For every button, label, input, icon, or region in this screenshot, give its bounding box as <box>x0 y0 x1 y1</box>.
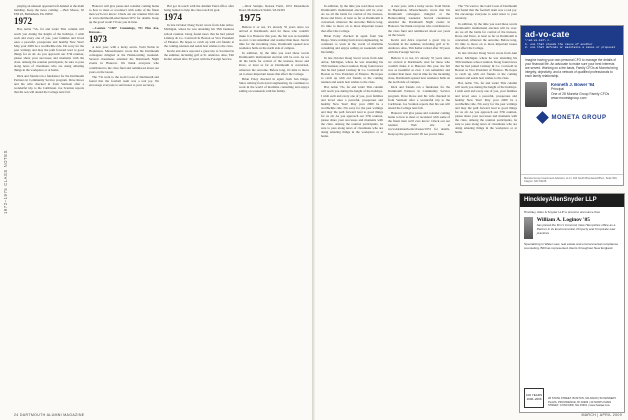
col5-body: In addition, by the time you read these words Dartmouth's institutional election will be over. As we all the battle for control of the trustees, Rowe and Dave, at least as far as Dartmouth is concerned, whatever the outcome. Before long, it's time to move on to more important issues that affect the College. <box>321 4 383 33</box>
advocate-ad[interactable] <box>520 25 624 186</box>
person-website-link[interactable]: www.monetagroup.com <box>551 95 587 100</box>
advocate-pronunciation: \'ad-və-kət\ n. <box>525 39 552 42</box>
hinckley-ad[interactable] <box>519 193 625 413</box>
year-heading-1974: 1974 <box>164 12 182 23</box>
col5-body2: Brian Foley checked in again from San Diego. Since retiring from naval engineering, he continues to work in the world of maritime consulting and enjoys sailing on weekends with his family. <box>321 33 383 55</box>
advocate-brand: ad-vo-cate <box>525 29 570 39</box>
col2-body: Hanover will give pause and consider coming home to how to meet or reconnect with some of the finest men we'll ever know.' Check out our reunion Web site at www.dartmouth.edu/classes/1972 for details. Keep up the good work! I'll see you in June. <box>89 4 159 25</box>
col4-body: Believe it or not, it's already 35 years since we arrived at Dartmouth. And for those who couldn't make it to Hanover this year, the fall was as beautiful as ever. I can remember and warmer than most. Just in time for the incoming class, Dartmouth opened new residence halls on the north side of campus. <box>239 25 309 50</box>
col4-body3: Brian Foley checked in again from San Diego. Since retiring from naval engineering, he continues to work in the world of maritime consulting and enjoys sailing on weekends with his family. <box>239 76 309 94</box>
hinckley-addresses: 28 STATE STREET, BOSTON, MA 02109 | 50 KENNEDY PLAZA, PROVIDENCE, RI 02903 | 43 NORTH MAIN STREET, CONCORD, NH 03301 | www.haslaw.com <box>548 397 617 408</box>
col2-signature: —Lauren "Cliff" Cummings, 751 Elm Ave, Kiewan... <box>89 25 159 34</box>
column-4 <box>239 4 309 404</box>
year-heading-1972: 1972 <box>14 16 32 27</box>
person-photo <box>525 82 547 107</box>
hinckley-ad-body <box>520 207 624 253</box>
hinckley-brand: HinckleyAllenSnyder LLP <box>520 194 624 207</box>
advocate-pitch: Imagine having your own personal CFO to manage the details of your financial life. An advocate to make sure your best interests are served. Working on a fee basis, Family CFOs at Moneta bring integrity, objectivity, and a network of qualified professionals to each family relationship. <box>525 58 618 79</box>
column-1 <box>14 4 84 404</box>
col3-body: In late October Doug Swart wrote from Ann Arbor, Michigan, where he was attending his 35th business school reunion. Doug found news that he had joined Lindsay & Co. Cornwall in Boston as Vice President of Finance. He hopes to catch up with old friends at the coming reunion and sends best wishes to the class. <box>164 23 234 48</box>
year-heading-1973: 1973 <box>89 34 107 45</box>
moneta-logo-text: MONETA GROUP <box>551 114 607 121</box>
column-3 <box>164 4 234 404</box>
side-section-label: 1972–1975 CLASS NOTES <box>3 150 8 215</box>
column-6 <box>388 4 450 404</box>
col3-top-text: Hal got in touch with the Alumni Fund office after being named to help the class reach its goal. <box>164 4 234 13</box>
col3-body2: Kevin and Alice reported a great trip to Scotland in the summer, including golf at St. Andrews. Also, Tim Keller retired after 30 years with the Foreign Service. <box>164 49 234 62</box>
col2-body3: The '73s went to the Gold Coast of Dartmouth and found that the football team was a real joy. We encourage everyone to send notes to your secretary. <box>89 74 159 88</box>
hinckley-intro: Hinckley, Allen & Snyder LLP is proud to announce that <box>524 210 600 214</box>
person-announcement: has joined the firm's Concord, New Hampshire office as a Partner in its Environmental, Property and Corporate Law practices. <box>536 223 616 235</box>
col5-body4: Hal, noble '72s, far and wide! This column will reach you during the height of the holidays. I wish each and every one of you, your families and loved ones a peaceful, prosperous and healthy New Year! May your 2009 be a worthwhile ride. I'm sorry for the past writings and may the path forward lead to good things for us all. As you approach our 37th reunion, please share your successes and moments with the class. Among the reunion participants, be sure to pass along news of classmates who are doing amazing things in the workplace or at home. <box>321 85 383 139</box>
person-title: Principal <box>551 87 565 92</box>
col6-body2: Kevin and Alice reported a great trip to Scotland in the summer, including golf at St. Andrews. Also, Tim Keller retired after 30 years with the Foreign Service. <box>388 37 450 55</box>
advocate-definition-2: 2. one that defends or maintains a cause or proposal <box>525 46 616 50</box>
diamond-logo-icon <box>536 112 549 125</box>
col6-body: A new year, with a lucky seven. Todd Noble in Hopkinton, Massachusetts wrote that his Dartmouth colleagues mingled at the Homecoming weekend. Several classmates attended the Dartmouth Night events in Hanover. We thank everyone who contributed to the class fund and reminisced about our years on the Green. <box>388 4 450 37</box>
col1-body: Hal, noble '72s, far and wide! This column will reach you during the height of the holidays. I wish each and every one of you, your families and loved ones a peaceful, prosperous and healthy New Year! May your 2009 be a worthwhile ride. I'm sorry for the past writings and may the path forward lead to good things for us all. As you approach our 37th reunion, please share your successes and moments with the class. Among the reunion participants, be sure to pass along news of classmates who are doing amazing things in the workplace or at home. <box>14 27 84 73</box>
advocate-ad-footer: Moneta Group Investment Advisors, LLC | 100 South Brentwood Blvd., Suite 500, Clayton, MO 63105 <box>521 174 623 185</box>
moneta-logo <box>525 113 619 122</box>
centennial-badge: 100 YEARS 1906–2006 <box>524 388 544 408</box>
col6-body4: Dick and friends ran a fundraiser for the Dartmouth Partners in Community Service program. Dave Rowe and his wife checked in from Vermont after a wonderful trip to the Caribbean. Joe Scanlon reports that his son will attend the College next fall. <box>388 85 450 110</box>
hinckley-bio: Specializing in Water Law, real estate and environmental compliance counseling, Bill has represented clients throughout New England. <box>524 242 619 250</box>
person-name: William A. Loginov '85 <box>536 217 590 223</box>
col1-top-text: playing an unusual opponent left-handed at the math building. Keep the news coming. —Bob Moore, 50 E83 #3, Bethlehem, PA 19050 <box>14 4 84 17</box>
col7-body4: Hal, noble '72s, far and wide! This column will reach you during the height of the holidays. I wish each and every one of you, your families and loved ones a peaceful, prosperous and healthy New Year! May your 2009 be a worthwhile ride. I'm sorry for the past writings and may the path forward lead to good things for us all. As you approach our 37th reunion, please share your successes and moments with the class. Among the reunion participants, be sure to pass along news of classmates who are doing amazing things in the workplace or at home. <box>455 81 517 135</box>
year-heading-1975: 1975 <box>239 12 261 25</box>
column-2 <box>89 4 159 404</box>
column-7 <box>455 4 517 404</box>
person-photo <box>524 217 533 239</box>
person-name: Kenneth J. Bower '94 <box>551 82 595 88</box>
column-5 <box>321 4 383 404</box>
col4-body2: In addition, by the time you read these words Dartmouth's institutional election will be over. As we all the battle for control of the trustees, Rowe and Dave, at least as far as Dartmouth is concerned, whatever the outcome. Before long, it's time to move on to more important issues that affect the College. <box>239 51 309 76</box>
footer-right: MARCH | APRIL 2009 <box>581 413 622 417</box>
advocate-ad-header <box>521 26 623 55</box>
col5-body3: In late October Doug Swart wrote from Ann Arbor, Michigan, where he was attending his 35th business school reunion. Doug found news that he had joined Lindsay & Co. Cornwall in Boston as Vice President of Finance. He hopes to catch up with old friends at the coming reunion and sends best wishes to the class. <box>321 55 383 85</box>
col7-body3: In late October Doug Swart wrote from Ann Arbor, Michigan, where he was attending his 35th business school reunion. Doug found news that he had joined Lindsay & Co. Cornwall in Boston as Vice President of Finance. He hopes to catch up with old friends at the coming reunion and sends best wishes to the class. <box>455 51 517 80</box>
advocate-person <box>525 82 619 107</box>
advocate-definition-1: 1. one that pleads the cause of another <box>525 42 593 46</box>
footer-left: 24 DARTMOUTH ALUMNI MAGAZINE <box>14 413 85 417</box>
person-subtitle: One of 28 Moneta Group Family CFOs <box>551 91 610 96</box>
col7-body: The '73s went to the Gold Coast of Dartmouth and found that the football team was a real joy. We encourage everyone to send notes to your secretary. <box>455 4 517 21</box>
col2-body2: A new year, with a lucky seven. Todd Noble in Hopkinton, Massachusetts wrote that his Dartmouth colleagues mingled at the Homecoming weekend. Several classmates attended the Dartmouth Night events in Hanover. We thank everyone who contributed to the class fund and reminisced about our years on the Green. <box>89 45 159 74</box>
hinckley-person <box>524 217 620 239</box>
col4-top-text: —Rick Sample, Retreat Farm, 1972 Monadnock Road, Monadnock Sidell, VA 02391 <box>239 4 309 13</box>
col1-body2: Dick and friends ran a fundraiser for the Dartmouth Partners in Community Service program. Dave Rowe and his wife checked in from Vermont after a wonderful trip to the Caribbean. Joe Scanlon reports that his son will attend the College next fall. <box>14 73 84 95</box>
col6-body5: Hanover will give pause and consider coming home to how to meet or reconnect with some of the finest men we'll ever know.' Check out our reunion Web site at www.dartmouth.edu/classes/1972 for details. Keep up the good work! I'll see you in June. <box>388 111 450 136</box>
col7-body2: In addition, by the time you read these words Dartmouth's institutional election will be over. As we all the battle for control of the trustees, Rowe and Dave, at least as far as Dartmouth is concerned, whatever the outcome. Before long, it's time to move on to more important issues that affect the College. <box>455 21 517 51</box>
advocate-ad-body <box>521 55 623 125</box>
col6-body3: Believe it or not, it's already 35 years since we arrived at Dartmouth. And for those who couldn't make it to Hanover this year, the fall was as beautiful as ever. I can remember and warmer than most. Just in time for the incoming class, Dartmouth opened new residence halls on the north side of campus. <box>388 55 450 85</box>
